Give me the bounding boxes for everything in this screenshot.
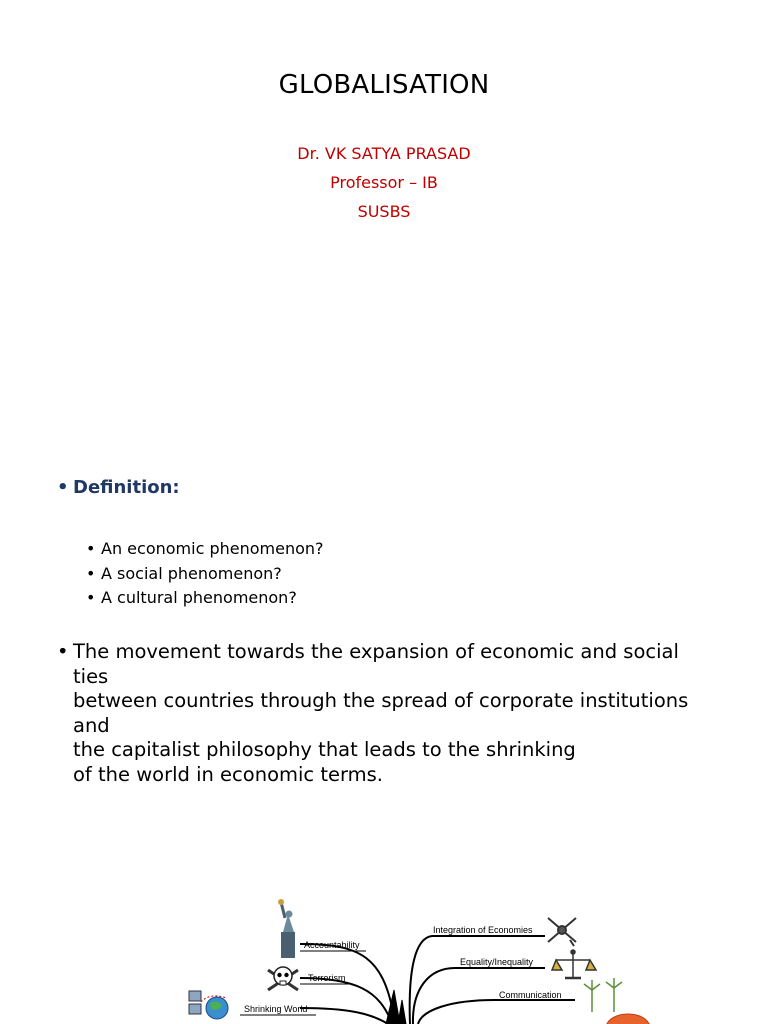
definition-heading bbox=[57, 477, 180, 498]
label-shrinking-world: Shrinking World bbox=[244, 1004, 308, 1014]
list-item-text: An economic phenomenon? bbox=[101, 539, 324, 558]
definition-sub-list bbox=[86, 537, 324, 611]
satellite-icon bbox=[548, 918, 576, 946]
bullet-marker: • bbox=[57, 477, 69, 498]
globalisation-mind-map bbox=[0, 880, 768, 1024]
wind-turbines-icon bbox=[584, 978, 622, 1012]
label-equality: Equality/Inequality bbox=[460, 957, 534, 967]
definition-heading-text: Definition: bbox=[73, 477, 180, 498]
list-item bbox=[86, 562, 324, 587]
label-accountability: Accountability bbox=[304, 940, 360, 950]
list-item-text: A social phenomenon? bbox=[101, 563, 282, 583]
paragraph-line: between countries through the spread of corporate institutions and bbox=[73, 689, 689, 737]
slide-title: GLOBALISATION bbox=[278, 70, 490, 100]
bullet-marker: • bbox=[57, 640, 69, 663]
author-position: Professor – IB bbox=[330, 173, 438, 192]
bullet-marker: • bbox=[86, 539, 96, 558]
label-terrorism: Terrorism bbox=[308, 973, 346, 983]
bullet-marker: • bbox=[86, 588, 96, 607]
list-item-text: A cultural phenomenon? bbox=[101, 588, 297, 607]
author-institution: SUSBS bbox=[357, 202, 411, 221]
skull-crossbones-icon bbox=[268, 967, 298, 990]
list-item bbox=[86, 537, 324, 562]
author-name: Dr. VK SATYA PRASAD bbox=[297, 144, 471, 163]
label-integration: Integration of Economies bbox=[433, 925, 533, 935]
bullet-marker: • bbox=[86, 563, 96, 583]
list-item bbox=[86, 586, 324, 611]
definition-paragraph bbox=[57, 640, 717, 787]
paragraph-line: The movement towards the expansion of economic and social ties bbox=[73, 640, 679, 688]
paragraph-line: the capitalist philosophy that leads to the shrinking bbox=[73, 738, 576, 761]
label-communication: Communication bbox=[499, 990, 562, 1000]
paragraph-line: of the world in economic terms. bbox=[73, 762, 384, 786]
computer-globe-icon bbox=[189, 991, 228, 1019]
definition-paragraph-text bbox=[73, 640, 713, 787]
author-block bbox=[0, 139, 768, 226]
statue-of-liberty-icon bbox=[278, 899, 295, 958]
brain-icon bbox=[606, 1014, 650, 1024]
scales-icon bbox=[552, 950, 596, 978]
